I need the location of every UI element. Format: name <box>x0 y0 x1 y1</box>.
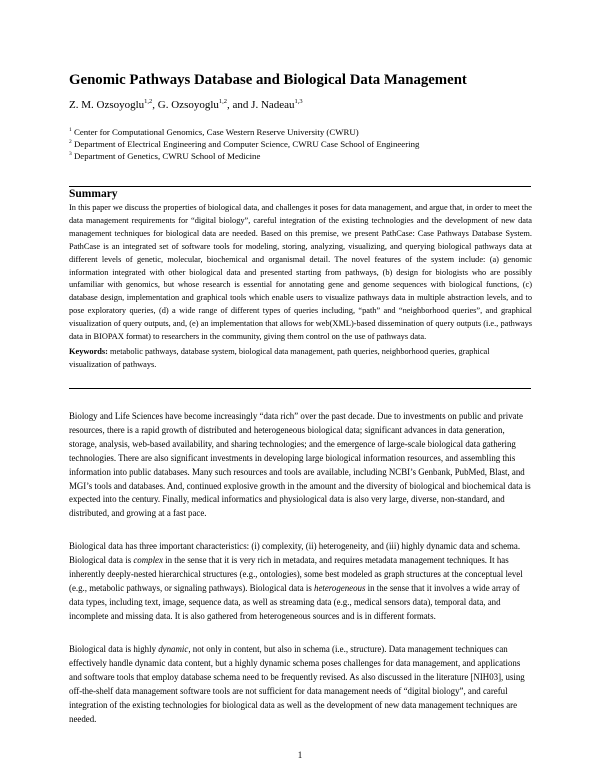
author-list <box>69 98 529 112</box>
keywords-label: Keywords: <box>69 347 108 356</box>
text-run: , not only in content, but also in schema (i.e., structure). Data management techniques can effectively handle dynamic data content, but a highly dynamic schema poses challenges for data management, and applications and software tools that employ database schema need to be frequently revised. As also discussed in the literature [NIH03], using off-the-shelf data management software tools are not sufficient for data management needs of “digital biology”, and careful integration of the existing technologies for biological data as well as the development of new data management techniques are needed. <box>69 644 525 724</box>
affiliation-text: Department of Genetics, CWRU School of Medicine <box>73 151 261 161</box>
author-affiliation-marker: 1,3 <box>294 98 303 105</box>
affiliation-text: Department of Electrical Engineering and Computer Science, CWRU Case School of Engineering <box>73 139 420 149</box>
text-run: in the sense that it is very rich in metadata, and requires metadata management techniques. It has inherently deeply-nested hierarchical structures (e.g., ontologies), some best modeled as graph structures at the conceptual level (e.g., metabolic pathways, or signaling pathways). Biological data is <box>69 554 523 593</box>
body-paragraph-text <box>69 643 533 726</box>
affiliation-number: 1 <box>69 127 72 133</box>
author-separator: , and <box>227 99 252 111</box>
author-name: Z. M. Ozsoyoglu <box>69 99 145 111</box>
paper-title: Genomic Pathways Database and Biological Data Management <box>69 72 467 88</box>
affiliation-number: 2 <box>69 139 72 145</box>
author-affiliation-marker: 1,2 <box>144 98 153 105</box>
body-paragraph <box>69 540 533 623</box>
keywords <box>69 346 532 372</box>
summary-top-rule <box>69 186 531 187</box>
author-name: G. Ozsoyoglu <box>157 99 219 111</box>
author-affiliation-marker: 1,2 <box>218 98 228 105</box>
emphasis-term: complex <box>133 554 163 565</box>
affiliation-list <box>69 126 529 162</box>
body-paragraph <box>69 410 533 521</box>
text-run: Biological data has three important characteristics: (i) complexity, (ii) heterogeneity, and (iii) highly dynamic data and schema. Biological data is <box>69 541 521 565</box>
affiliation-text: Center for Computational Genomics, Case Western Reserve University (CWRU) <box>73 127 359 137</box>
text-run: Biological data is highly <box>69 644 159 654</box>
author-separator: , <box>152 99 158 111</box>
keywords-text: metabolic pathways, database system, biological data management, path queries, neighborhood queries, graphical visualization of pathways. <box>69 347 490 369</box>
affiliation <box>69 126 529 138</box>
affiliation-number: 3 <box>69 151 72 157</box>
affiliation <box>69 138 529 150</box>
page-number: 1 <box>297 750 303 760</box>
author-name: J. Nadeau <box>251 99 295 111</box>
body-paragraph-text: Biology and Life Sciences have become increasingly “data rich” over the past decade. Due to investments on public and private resources, there is a rapid growth of distributed and heterogeneous biological data; significant advances in data generation, storage, analysis, web-based availability, and sharing technologies; and the emergence of large-scale biological data gathering technologies. There are also significant investments in developing large biological information resources, and assembling this information into public databases. Many such resources and tools are available, including NCBI’s Genbank, PubMed, Blast, and MGI’s tools and databases. And, continued explosive growth in the amount and the diversity of biological and biochemical data is expected into the century. Finally, medical informatics and physiological data is also very large, diverse, non-standard, and distributed, and growing at a fast pace. <box>69 411 531 519</box>
summary-text: In this paper we discuss the properties of biological data, and challenges it poses for data management, and argue that, in order to meet the data management requirements for “digital biology”, careful integration of the existing technologies and the development of new data management techniques for biological data are needed. Based on this premise, we present PathCase: Case Pathways Database System. PathCase is an integrated set of software tools for modeling, storing, analyzing, visualizing, and querying biological pathways data at different levels of genetic, molecular, biochemical and organismal detail. The novel features of the system include: (a) genomic information integrated with other biological data and presented starting from pathways, (b) design for biologists who are possibly unfamiliar with genomics, but whose research is essential for annotating gene and genome sequences with biological functions, (c) database design, implementation and graphical tools which enable users to visualize pathways data in multiple abstraction levels, and to pose exploratory queries, (d) a wide range of different types of queries including, “path” and “neighborhood queries”, and graphical visualization of query outputs, and, (e) an implementation that allows for web(XML)-based dissemination of query outputs (i.e., pathways data in BIOPAX format) to researchers in the community, giving them control on the use of pathways data. <box>69 203 532 342</box>
body-paragraph <box>69 643 533 726</box>
body-paragraph-text <box>69 540 533 623</box>
affiliation <box>69 150 529 162</box>
summary-bottom-rule <box>69 388 531 389</box>
summary-heading: Summary <box>69 188 118 200</box>
emphasis-term: dynamic <box>158 644 189 654</box>
emphasis-term: heterogeneous <box>314 582 366 593</box>
text-run: in the sense that it involves a wide array of data types, including text, image, sequence data, as well as streaming data (e.g., medical sensors data), temporal data, and incomplete and missing data. It is also gathered from heterogeneous sources and is in different formats. <box>69 582 520 621</box>
